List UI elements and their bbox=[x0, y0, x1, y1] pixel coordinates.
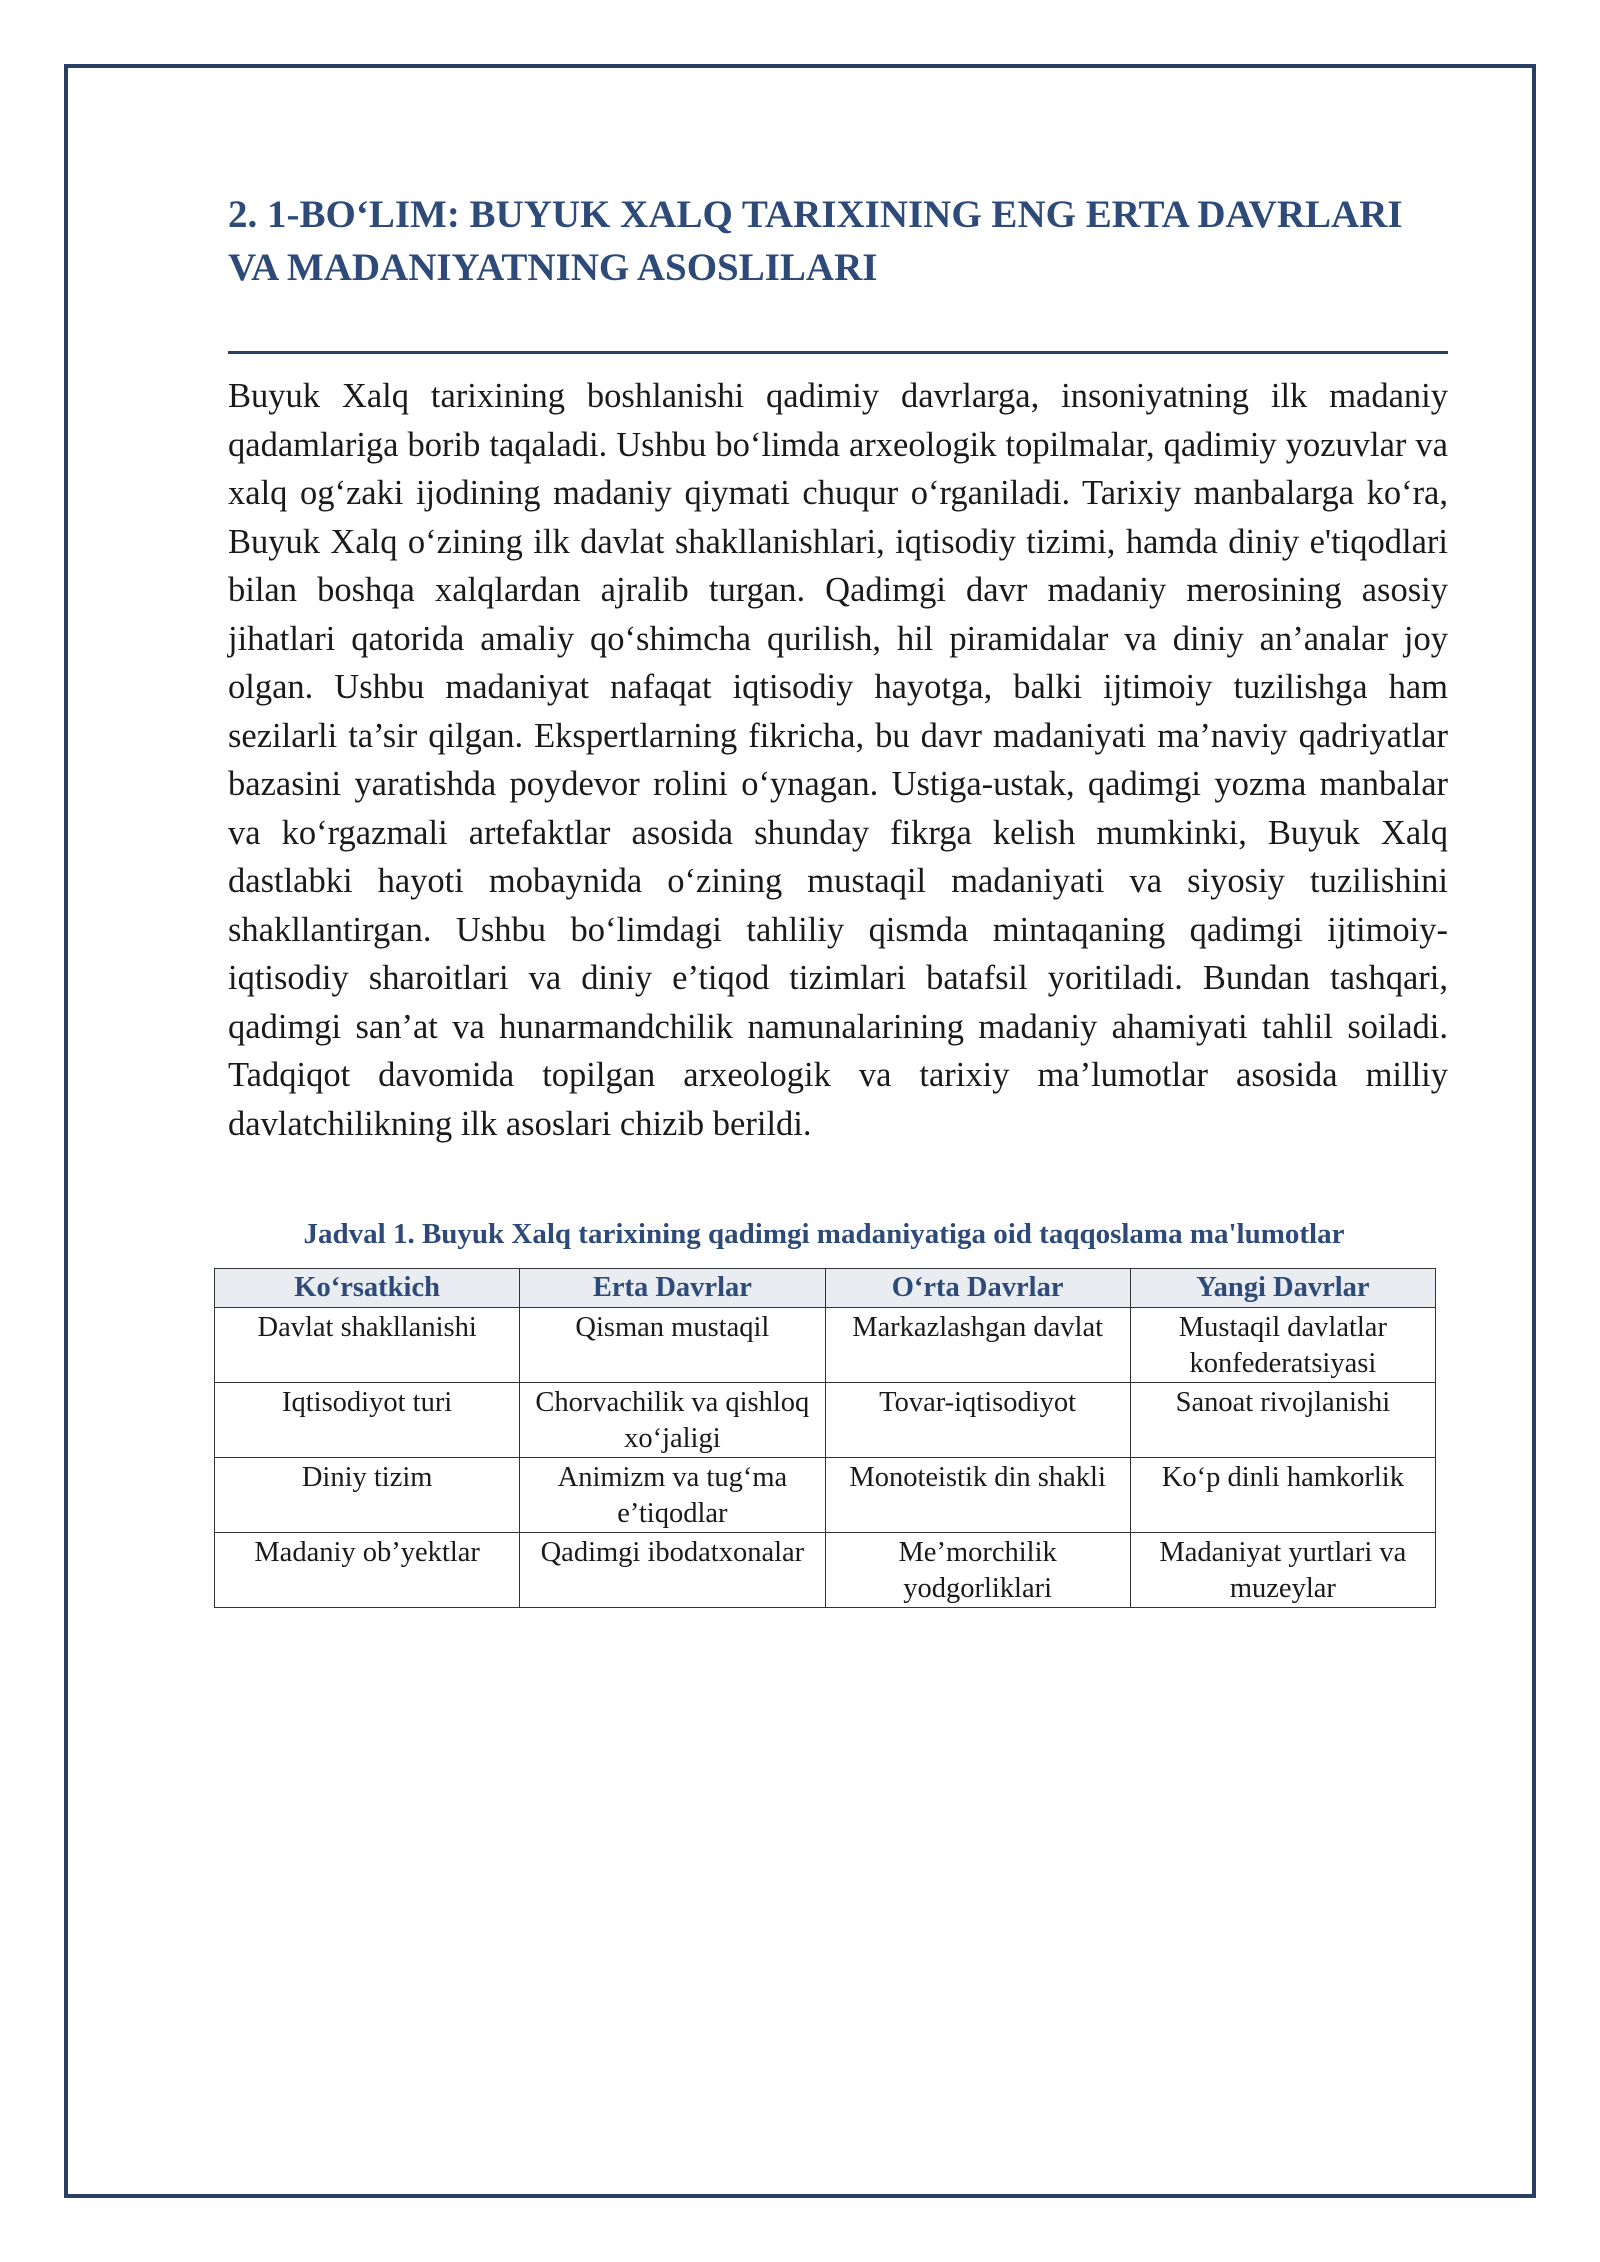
table-header-row bbox=[215, 1269, 1436, 1308]
table-cell: Chorvachilik va qishloq xo‘jaligi bbox=[520, 1383, 825, 1458]
table-row bbox=[215, 1533, 1436, 1608]
table-cell: Animizm va tug‘ma e’tiqodlar bbox=[520, 1458, 825, 1533]
column-header: Ko‘rsatkich bbox=[215, 1269, 520, 1308]
table-cell: Qisman mustaqil bbox=[520, 1308, 825, 1383]
table-cell: Monoteistik din shakli bbox=[825, 1458, 1130, 1533]
table-cell: Madaniy ob’yektlar bbox=[215, 1533, 520, 1608]
table-caption: Jadval 1. Buyuk Xalq tarixining qadimgi madaniyatiga oid taqqoslama ma'lumotlar bbox=[303, 1218, 1345, 1250]
table-cell: Diniy tizim bbox=[215, 1458, 520, 1533]
table-cell: Sanoat rivojlanishi bbox=[1130, 1383, 1435, 1458]
table-cell: Madaniyat yurtlari va muzeylar bbox=[1130, 1533, 1435, 1608]
body-paragraph: Buyuk Xalq tarixining boshlanishi qadimiy davrlarga, insoniyatning ilk madaniy qadamlariga borib taqaladi. Ushbu bo‘limda arxeologik topilmalar, qadimiy yozuvlar va xalq og‘zaki ijodining madaniy qiymati chuqur o‘rganiladi. Tarixiy manbalarga ko‘ra, Buyuk Xalq o‘zining ilk davlat shakllanishlari, iqtisodiy tizimi, hamda diniy e'tiqodlari bilan boshqa xalqlardan ajralib turgan. Qadimgi davr madaniy merosining asosiy jihatlari qatorida amaliy qo‘shimcha qurilish, hil piramidalar va diniy an’analar joy olgan. Ushbu madaniyat nafaqat iqtisodiy hayotga, balki ijtimoiy tuzilishga ham sezilarli ta’sir qilgan. Ekspertlarning fikricha, bu davr madaniyati ma’naviy qadriyatlar bazasini yaratishda poydevor rolini o‘ynagan. Ustiga-ustak, qadimgi yozma manbalar va ko‘rgazmali artefaktlar asosida shunday fikrga kelish mumkinki, Buyuk Xalq dastlabki hayoti mobaynida o‘zining mustaqil madaniyati va siyosiy tuzilishini shakllantirgan. Ushbu bo‘limdagi tahliliy qismda mintaqaning qadimgi ijtimoiy-iqtisodiy sharoitlari va diniy e’tiqod tizimlari batafsil yoritiladi. Bundan tashqari, qadimgi san’at va hunarmandchilik namunalarining madaniy ahamiyati tahlil soiladi. Tadqiqot davomida topilgan arxeologik va tarixiy ma’lumotlar asosida milliy davlatchilikning ilk asoslari chizib berildi. bbox=[228, 377, 1448, 1143]
table-cell: Davlat shakllanishi bbox=[215, 1308, 520, 1383]
column-header: Erta Davrlar bbox=[520, 1269, 825, 1308]
table-cell: Tovar-iqtisodiyot bbox=[825, 1383, 1130, 1458]
table-cell: Qadimgi ibodatxonalar bbox=[520, 1533, 825, 1608]
table-cell: Ko‘p dinli hamkorlik bbox=[1130, 1458, 1435, 1533]
table-row bbox=[215, 1383, 1436, 1458]
column-header: O‘rta Davrlar bbox=[825, 1269, 1130, 1308]
table-cell: Me’morchilik yodgorliklari bbox=[825, 1533, 1130, 1608]
table-cell: Mustaqil davlatlar konfederatsiyasi bbox=[1130, 1308, 1435, 1383]
table-cell: Markazlashgan davlat bbox=[825, 1308, 1130, 1383]
heading-divider bbox=[228, 351, 1448, 354]
table-row bbox=[215, 1308, 1436, 1383]
column-header: Yangi Davrlar bbox=[1130, 1269, 1435, 1308]
comparison-table bbox=[214, 1268, 1436, 1608]
section-heading: 2. 1-BO‘LIM: BUYUK XALQ TARIXINING ENG ERTA DAVRLARI VA MADANIYATNING ASOSLILARI bbox=[228, 193, 1403, 289]
table-cell: Iqtisodiyot turi bbox=[215, 1383, 520, 1458]
table-row bbox=[215, 1458, 1436, 1533]
